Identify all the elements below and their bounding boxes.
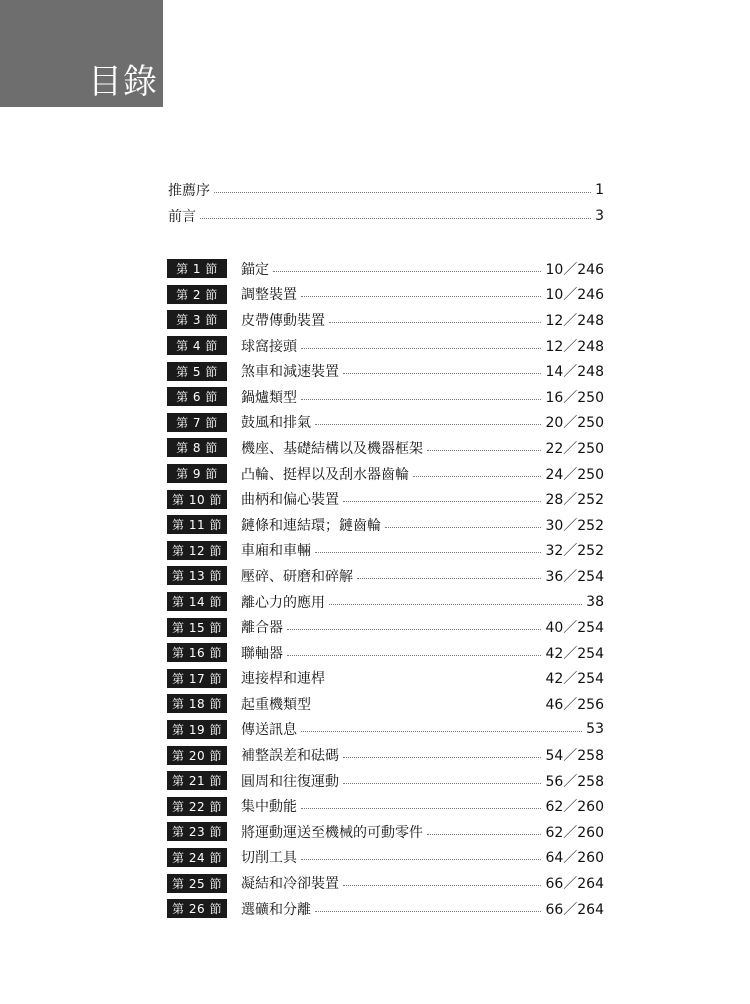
section-number-badge: 第 12 節: [167, 541, 227, 560]
section-number-badge: 第 17 節: [167, 669, 227, 688]
dot-leader: [315, 910, 541, 912]
section-number-badge: 第 20 節: [167, 746, 227, 765]
dot-leader: [427, 449, 541, 451]
section-page-numbers: 28／252: [545, 492, 604, 509]
section-title: 曲柄和偏心裝置: [241, 492, 339, 509]
toc-row[interactable]: [167, 486, 604, 512]
toc-row[interactable]: [167, 742, 604, 768]
section-page-numbers: 42／254: [545, 671, 604, 688]
section-title: 錨定: [241, 261, 269, 278]
toc-row[interactable]: [167, 282, 604, 308]
section-title: 凸輪、挺桿以及刮水器齒輪: [241, 466, 409, 483]
toc-row[interactable]: [167, 896, 604, 922]
section-number-badge: 第 23 節: [167, 822, 227, 841]
title-block: [0, 0, 163, 107]
section-title: 連接桿和連桿: [241, 671, 325, 688]
section-number-badge: 第 4 節: [167, 336, 227, 355]
dot-leader: [273, 270, 541, 272]
section-number-badge: 第 18 節: [167, 694, 227, 713]
toc-row[interactable]: [167, 768, 604, 794]
section-title: 傳送訊息: [241, 722, 297, 739]
dot-leader: [301, 398, 541, 400]
front-matter-page: 1: [595, 182, 604, 198]
section-page-numbers: 54／258: [545, 748, 604, 765]
section-number-badge: 第 15 節: [167, 618, 227, 637]
section-page-numbers: 32／252: [545, 543, 604, 560]
section-number-badge: 第 21 節: [167, 771, 227, 790]
toc-row[interactable]: [167, 640, 604, 666]
dot-leader: [287, 654, 541, 656]
dot-leader: [214, 191, 591, 193]
section-title: 球窩接頭: [241, 338, 297, 355]
section-page-numbers: 38: [586, 593, 604, 610]
section-number-badge: 第 11 節: [167, 515, 227, 534]
dot-leader: [301, 807, 541, 809]
section-page-numbers: 56／258: [545, 773, 604, 790]
toc-row[interactable]: [167, 384, 604, 410]
section-page-numbers: 42／254: [545, 645, 604, 662]
section-title: 切削工具: [241, 850, 297, 867]
toc-row[interactable]: [167, 793, 604, 819]
section-page-numbers: 20／250: [545, 415, 604, 432]
dot-leader: [315, 423, 541, 425]
section-number-badge: 第 7 節: [167, 413, 227, 432]
front-matter-item-foreword[interactable]: [168, 205, 604, 227]
front-matter-label: 前言: [168, 209, 196, 225]
section-title: 車廂和車輛: [241, 543, 311, 560]
section-number-badge: 第 3 節: [167, 310, 227, 329]
section-title: 圓周和往復運動: [241, 773, 339, 790]
toc-row[interactable]: [167, 256, 604, 282]
section-title: 離心力的應用: [241, 594, 325, 611]
front-matter-label: 推薦序: [168, 183, 210, 199]
section-number-badge: 第 25 節: [167, 874, 227, 893]
section-page-numbers: 12／248: [545, 338, 604, 355]
toc-row[interactable]: [167, 614, 604, 640]
section-title: 機座、基礎結構以及機器框架: [241, 440, 423, 457]
section-page-numbers: 66／264: [545, 901, 604, 918]
toc-row[interactable]: [167, 435, 604, 461]
toc-row[interactable]: [167, 691, 604, 717]
section-page-numbers: 24／250: [545, 466, 604, 483]
section-number-badge: 第 5 節: [167, 362, 227, 381]
dot-leader: [200, 217, 591, 219]
section-number-badge: 第 14 節: [167, 592, 227, 611]
toc-row[interactable]: [167, 717, 604, 743]
section-page-numbers: 16／250: [545, 389, 604, 406]
toc-row[interactable]: [167, 358, 604, 384]
dot-leader: [343, 884, 541, 886]
section-number-badge: 第 26 節: [167, 899, 227, 918]
front-matter-item-preface[interactable]: [168, 179, 604, 201]
section-title: 補整誤差和砝碼: [241, 748, 339, 765]
section-number-badge: 第 16 節: [167, 643, 227, 662]
section-page-numbers: 40／254: [545, 620, 604, 637]
toc-row[interactable]: [167, 563, 604, 589]
section-page-numbers: 36／254: [545, 568, 604, 585]
front-matter-page: 3: [595, 208, 604, 224]
dot-leader: [329, 603, 582, 605]
section-number-badge: 第 9 節: [167, 464, 227, 483]
section-title: 調整裝置: [241, 287, 297, 304]
section-number-badge: 第 24 節: [167, 848, 227, 867]
section-title: 選礦和分離: [241, 901, 311, 918]
section-page-numbers: 53: [586, 721, 604, 738]
section-page-numbers: 10／246: [545, 261, 604, 278]
section-title: 起重機類型: [241, 696, 311, 713]
dot-leader: [343, 756, 541, 758]
section-number-badge: 第 22 節: [167, 797, 227, 816]
section-title: 煞車和減速裝置: [241, 364, 339, 381]
section-title: 集中動能: [241, 799, 297, 816]
dot-leader: [301, 347, 541, 349]
section-title: 皮帶傳動裝置: [241, 312, 325, 329]
section-page-numbers: 10／246: [545, 287, 604, 304]
section-page-numbers: 64／260: [545, 850, 604, 867]
dot-leader: [301, 295, 541, 297]
section-page-numbers: 12／248: [545, 312, 604, 329]
toc-row[interactable]: [167, 870, 604, 896]
dot-leader: [357, 577, 541, 579]
section-title: 鍋爐類型: [241, 389, 297, 406]
dot-leader: [329, 321, 541, 323]
toc-row[interactable]: [167, 845, 604, 871]
dot-leader: [301, 858, 541, 860]
dot-leader: [301, 730, 582, 732]
section-title: 鼓風和排氣: [241, 415, 311, 432]
toc-row[interactable]: [167, 461, 604, 487]
section-number-badge: 第 13 節: [167, 566, 227, 585]
section-number-badge: 第 8 節: [167, 438, 227, 457]
dot-leader: [427, 833, 541, 835]
section-page-numbers: 22／250: [545, 440, 604, 457]
page-title: 目錄: [88, 62, 158, 102]
section-page-numbers: 66／264: [545, 876, 604, 893]
section-page-numbers: 14／248: [545, 364, 604, 381]
dot-leader: [343, 500, 541, 502]
section-number-badge: 第 2 節: [167, 285, 227, 304]
toc-row[interactable]: [167, 819, 604, 845]
section-title: 壓碎、研磨和碎解: [241, 568, 353, 585]
toc-row[interactable]: [167, 589, 604, 615]
section-page-numbers: 62／260: [545, 824, 604, 841]
dot-leader: [343, 372, 541, 374]
toc-row[interactable]: [167, 333, 604, 359]
dot-leader: [287, 628, 541, 630]
section-title: 凝結和冷卻裝置: [241, 876, 339, 893]
toc-row[interactable]: [167, 512, 604, 538]
toc-row[interactable]: [167, 538, 604, 564]
section-number-badge: 第 1 節: [167, 259, 227, 278]
section-number-badge: 第 6 節: [167, 387, 227, 406]
section-page-numbers: 62／260: [545, 799, 604, 816]
toc-section-list: [167, 256, 604, 921]
section-number-badge: 第 10 節: [167, 490, 227, 509]
section-title: 將運動運送至機械的可動零件: [241, 824, 423, 841]
section-title: 離合器: [241, 620, 283, 637]
toc-row[interactable]: [167, 307, 604, 333]
toc-row[interactable]: [167, 666, 604, 692]
dot-leader: [385, 526, 541, 528]
section-page-numbers: 30／252: [545, 517, 604, 534]
dot-leader: [413, 475, 541, 477]
section-number-badge: 第 19 節: [167, 720, 227, 739]
section-title: 鏈條和連結環；鏈齒輪: [241, 517, 381, 534]
section-title: 聯軸器: [241, 645, 283, 662]
dot-leader: [343, 782, 541, 784]
section-page-numbers: 46／256: [545, 696, 604, 713]
toc-row[interactable]: [167, 410, 604, 436]
dot-leader: [315, 551, 541, 553]
